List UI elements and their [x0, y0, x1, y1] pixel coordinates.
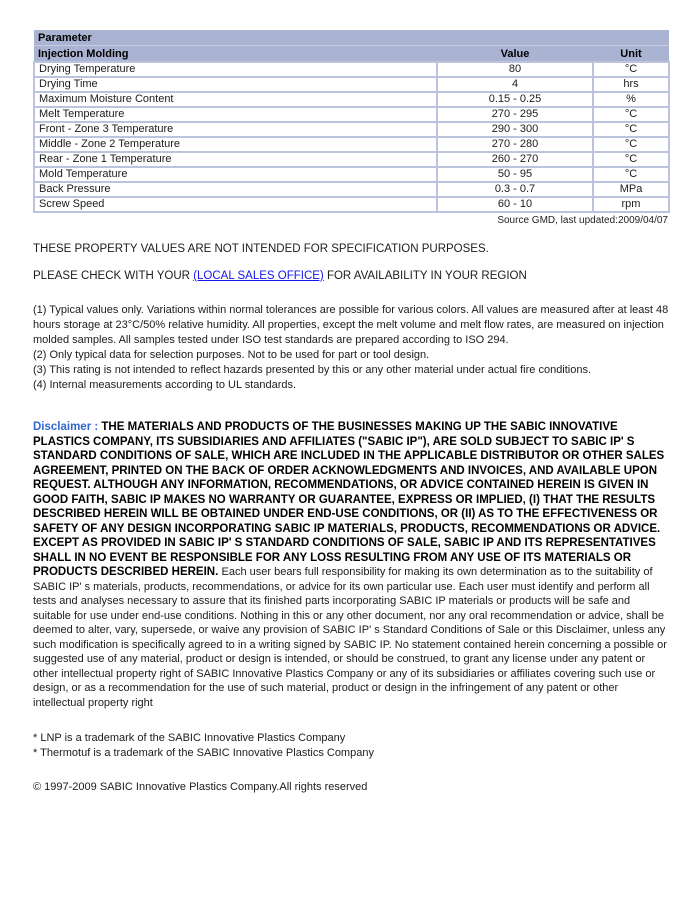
unit-cell: °C: [593, 152, 669, 167]
unit-cell: °C: [593, 62, 669, 77]
footnote-3: (3) This rating is not intended to reflect hazards presented by this or any other material under actual fire conditions.: [33, 364, 592, 376]
value-cell: 290 - 300: [437, 122, 593, 137]
value-cell: 50 - 95: [437, 167, 593, 182]
unit-cell: MPa: [593, 182, 669, 197]
injection-molding-table: [33, 30, 670, 213]
parameter-cell: Screw Speed: [34, 197, 437, 212]
local-sales-office-link[interactable]: (LOCAL SALES OFFICE): [193, 270, 324, 282]
column-header-unit: Unit: [593, 46, 669, 63]
value-cell: 0.3 - 0.7: [437, 182, 593, 197]
table-row: [34, 77, 669, 92]
parameter-cell: Drying Time: [34, 77, 437, 92]
value-cell: 270 - 295: [437, 107, 593, 122]
disclaimer-paragraph: [33, 420, 669, 710]
table-row: [34, 182, 669, 197]
footnote-4: (4) Internal measurements according to UL standards.: [33, 379, 297, 391]
column-header-parameter: Injection Molding: [34, 46, 437, 63]
trademarks-block: [33, 731, 668, 761]
value-cell: 0.15 - 0.25: [437, 92, 593, 107]
table-group-header-row: [34, 30, 669, 46]
unit-cell: °C: [593, 107, 669, 122]
trademark-lnp: * LNP is a trademark of the SABIC Innovative Plastics Company: [33, 732, 346, 744]
table-row: [34, 167, 669, 182]
table-row: [34, 197, 669, 212]
table-row: [34, 137, 669, 152]
unit-cell: °C: [593, 122, 669, 137]
column-header-value: Value: [437, 46, 593, 63]
value-cell: 260 - 270: [437, 152, 593, 167]
availability-suffix: FOR AVAILABILITY IN YOUR REGION: [323, 270, 527, 282]
unit-cell: rpm: [593, 197, 669, 212]
table-row: [34, 107, 669, 122]
parameter-cell: Maximum Moisture Content: [34, 92, 437, 107]
footnotes-block: [33, 303, 669, 393]
trademark-thermotuf: * Thermotuf is a trademark of the SABIC Innovative Plastics Company: [33, 747, 374, 759]
unit-cell: %: [593, 92, 669, 107]
unit-cell: hrs: [593, 77, 669, 92]
table-row: [34, 62, 669, 77]
table-row: [34, 92, 669, 107]
disclaimer-body-text: Each user bears full responsibility for making its own determination as to the suitability of SABIC IP' s materials, products, recommendations, or advice for its own particular use. Each user must identify and perform all tests and analyses necessary to assure that its finished parts incorporating SABIC IP materials or products will be safe and suitable for use under end-use conditions. Nothing in this or any other document, nor any oral recommendation or advice, shall be deemed to alter, vary, supersede, or waive any provision of SABIC IP' s Standard Conditions of Sale or this Disclaimer, unless any such modification is specifically agreed to in a writing signed by SABIC IP. No statement contained herein concerning a possible or suggested use of any material, product or design is intended, or should be construed, to grant any license under any patent or other intellectual property right of SABIC Innovative Plastics Company or any of its subsidiaries or affiliates covering such use or design, or as a recommendation for the use of such material, product or design in the infringement of any patent or other intellectual property right: [33, 566, 667, 709]
source-note: Source GMD, last updated:2009/04/07: [497, 215, 668, 226]
value-cell: 4: [437, 77, 593, 92]
group-header-parameter: Parameter: [34, 30, 669, 46]
disclaimer-label: Disclaimer :: [33, 421, 102, 433]
table-row: [34, 152, 669, 167]
value-cell: 80: [437, 62, 593, 77]
parameter-cell: Middle - Zone 2 Temperature: [34, 137, 437, 152]
value-cell: 270 - 280: [437, 137, 593, 152]
parameter-cell: Drying Temperature: [34, 62, 437, 77]
copyright-notice: © 1997-2009 SABIC Innovative Plastics Company.All rights reserved: [33, 781, 368, 793]
table-column-header-row: [34, 46, 669, 63]
parameter-cell: Melt Temperature: [34, 107, 437, 122]
parameter-cell: Mold Temperature: [34, 167, 437, 182]
footnote-2: (2) Only typical data for selection purposes. Not to be used for part or tool design.: [33, 349, 430, 361]
disclaimer-bold-text: THE MATERIALS AND PRODUCTS OF THE BUSINESSES MAKING UP THE SABIC INNOVATIVE PLASTICS COMPANY, ITS SUBSIDIARIES AND AFFILIATES ("SABIC IP"), ARE SOLD SUBJECT TO SABIC IP' S STANDARD CONDITIONS OF SALE, WHICH ARE INCLUDED IN THE APPLICABLE DISTRIBUTOR OR OTHER SALES AGREEMENT, PRINTED ON THE BACK OF ORDER ACKNOWLEDGMENTS AND INVOICES, AND AVAILABLE UPON REQUEST. ALTHOUGH ANY INFORMATION, RECOMMENDATIONS, OR ADVICE CONTAINED HEREIN IS GIVEN IN GOOD FAITH, SABIC IP MAKES NO WARRANTY OR GUARANTEE, EXPRESS OR IMPLIED, (I) THAT THE RESULTS DESCRIBED HEREIN WILL BE OBTAINED UNDER END-USE CONDITIONS, OR (II) AS TO THE EFFECTIVENESS OR SAFETY OF ANY DESIGN INCORPORATING SABIC IP MATERIALS, PRODUCTS, RECOMMENDATIONS OR ADVICE. EXCEPT AS PROVIDED IN SABIC IP' S STANDARD CONDITIONS OF SALE, SABIC IP AND ITS REPRESENTATIVES SHALL IN NO EVENT BE RESPONSIBLE FOR ANY LOSS RESULTING FROM ANY USE OF ITS MATERIALS OR PRODUCTS DESCRIBED HEREIN.: [33, 421, 665, 578]
availability-prefix: PLEASE CHECK WITH YOUR: [33, 270, 194, 282]
availability-statement: [33, 270, 668, 282]
spec-purpose-statement: THESE PROPERTY VALUES ARE NOT INTENDED FOR SPECIFICATION PURPOSES.: [33, 243, 489, 255]
footnote-1: (1) Typical values only. Variations within normal tolerances are possible for various colors. All values are measured after at least 48 hours storage at 23°C/50% relative humidity. All properties, except the melt volume and melt flow rates, are measured on injection molded samples. All samples tested under ISO test standards are prepared according to ISO 294.: [33, 304, 669, 346]
unit-cell: °C: [593, 137, 669, 152]
unit-cell: °C: [593, 167, 669, 182]
parameter-cell: Front - Zone 3 Temperature: [34, 122, 437, 137]
table-row: [34, 122, 669, 137]
parameter-cell: Back Pressure: [34, 182, 437, 197]
parameter-cell: Rear - Zone 1 Temperature: [34, 152, 437, 167]
value-cell: 60 - 10: [437, 197, 593, 212]
